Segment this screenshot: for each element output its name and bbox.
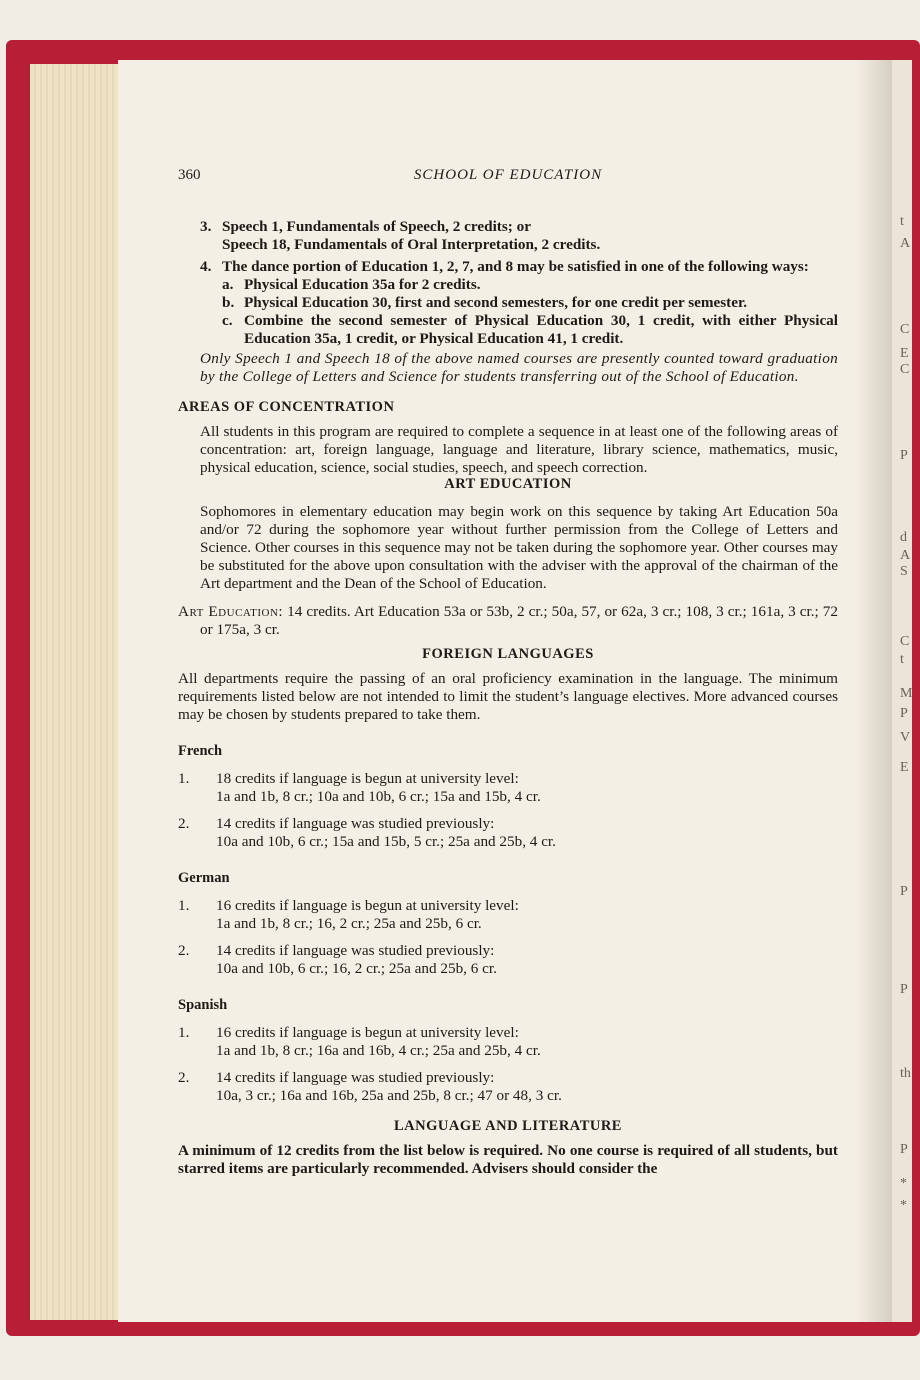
item-line: 1a and 1b, 8 cr.; 16a and 16b, 4 cr.; 25a and 25b, 4 cr. (216, 1042, 541, 1059)
margin-glyph: E (900, 346, 909, 361)
item-text (216, 1024, 541, 1060)
margin-glyph: P (900, 1142, 908, 1157)
running-head: SCHOOL OF EDUCATION (413, 167, 603, 183)
art-req-label: Art Education: (178, 603, 284, 620)
margin-glyph: P (900, 884, 908, 899)
item-number: 1. (178, 1024, 190, 1041)
page-number: 360 (178, 167, 201, 183)
language-name-french: French (178, 743, 223, 759)
sub-text: Combine the second semester of Physical Education 30, 1 credit, with either Physical Education 35a, 1 credit, or Physical Education 41, 1 credit. (244, 312, 838, 347)
list-item (200, 218, 838, 254)
list-item (178, 1024, 838, 1060)
art-req-text: 14 credits. Art Education 53a or 53b, 2 cr.; 50a, 57, or 62a, 3 cr.; 108, 3 cr.; 161a, 3 cr.; 72 or 175a, 3 cr. (200, 603, 838, 638)
section-heading-language-literature: LANGUAGE AND LITERATURE (394, 1118, 622, 1134)
margin-glyph: P (900, 448, 908, 463)
areas-paragraph: All students in this program are required to complete a sequence in at least one of the following areas of concentration: art, foreign language, language and literature, library science, mathematics, music, physical education, science, social studies, speech, and speech correction. (200, 423, 838, 476)
language-literature-paragraph: A minimum of 12 credits from the list below is required. No one course is required of all students, but starred items are particularly recommended. Advisers should consider the (178, 1142, 838, 1177)
sub-letter: a. (222, 276, 234, 293)
item-text: The dance portion of Education 1, 2, 7, and 8 may be satisfied in one of the following ways: (222, 258, 809, 275)
art-paragraph: Sophomores in elementary education may begin work on this sequence by taking Art Education 50a and/or 72 during the sophomore year without further permission from the College of Letters and Science. Other courses in this sequence may not be taken during the sophomore year. Other courses may be substituted for the above upon consultation with the adviser with the approval of the chairman of the Art department and the Dean of the School of Education. (200, 503, 838, 592)
sub-item (222, 312, 838, 348)
margin-glyph: C (900, 634, 910, 649)
foreign-paragraph: All departments require the passing of an oral proficiency examination in the language. The minimum requirements listed below are not intended to limit the student’s language electives. More advanced courses may be chosen by students prepared to take them. (178, 670, 838, 723)
section-heading-areas: AREAS OF CONCENTRATION (178, 399, 395, 415)
margin-glyph: C (900, 322, 910, 337)
item-text (216, 1069, 562, 1105)
sub-list (200, 276, 838, 348)
section-heading-foreign: FOREIGN LANGUAGES (422, 646, 594, 662)
sub-item (222, 276, 838, 294)
list-item (178, 815, 838, 851)
item-number: 4. (200, 258, 212, 275)
margin-glyph: * (900, 1176, 907, 1191)
page-edges (30, 64, 122, 1320)
item-line: 14 credits if language was studied previously: (216, 815, 495, 832)
item-line: 14 credits if language was studied previously: (216, 942, 495, 959)
item-line: Speech 18, Fundamentals of Oral Interpretation, 2 credits. (222, 236, 601, 253)
item-line: 10a and 10b, 6 cr.; 15a and 15b, 5 cr.; 25a and 25b, 4 cr. (216, 833, 556, 850)
list-item (178, 770, 838, 806)
item-line: Speech 1, Fundamentals of Speech, 2 credits; or (222, 218, 531, 235)
sub-text: Physical Education 30, first and second semesters, for one credit per semester. (244, 294, 748, 311)
list-item (200, 258, 838, 276)
item-line: 1a and 1b, 8 cr.; 16, 2 cr.; 25a and 25b, 6 cr. (216, 915, 482, 932)
margin-glyph: E (900, 760, 909, 775)
sub-letter: c. (222, 312, 233, 329)
margin-glyph: C (900, 362, 910, 377)
sub-letter: b. (222, 294, 235, 311)
margin-glyph: th (900, 1066, 911, 1081)
margin-glyph: P (900, 982, 908, 997)
margin-glyph: d (900, 530, 907, 545)
margin-glyph: t (900, 652, 904, 667)
item-text (216, 897, 519, 933)
section-heading-art: ART EDUCATION (444, 476, 572, 492)
art-requirements (178, 603, 838, 639)
spanish-list (178, 1024, 838, 1105)
page-content (178, 166, 838, 1178)
item-line: 14 credits if language was studied previously: (216, 1069, 495, 1086)
page-gutter (856, 60, 892, 1322)
item-line: 10a, 3 cr.; 16a and 16b, 25a and 25b, 8 cr.; 47 or 48, 3 cr. (216, 1087, 562, 1104)
item-line: 16 credits if language is begun at university level: (216, 897, 519, 914)
margin-glyph: P (900, 706, 908, 721)
margin-glyph: M (900, 686, 913, 701)
item-line: 18 credits if language is begun at university level: (216, 770, 519, 787)
item-text (216, 815, 556, 851)
page-header (178, 166, 838, 188)
note-paragraph: Only Speech 1 and Speech 18 of the above named courses are presently counted toward graduation by the College of Letters and Science for students transferring out of the School of Education. (200, 350, 838, 385)
list-item (178, 897, 838, 933)
german-list (178, 897, 838, 978)
margin-glyph: S (900, 564, 908, 579)
item-text (216, 770, 541, 806)
margin-glyph: t (900, 214, 904, 229)
item-number: 2. (178, 1069, 190, 1086)
margin-glyph: V (900, 730, 911, 745)
margin-glyph: A (900, 548, 911, 563)
item-number: 3. (200, 218, 212, 235)
margin-glyph: A (900, 236, 911, 251)
sub-text: Physical Education 35a for 2 credits. (244, 276, 481, 293)
margin-glyph: * (900, 1198, 907, 1213)
item-line: 10a and 10b, 6 cr.; 16, 2 cr.; 25a and 25b, 6 cr. (216, 960, 497, 977)
item-number: 1. (178, 897, 190, 914)
item-number: 1. (178, 770, 190, 787)
item-text (222, 218, 600, 254)
sub-item (222, 294, 838, 312)
item-number: 2. (178, 815, 190, 832)
french-list (178, 770, 838, 851)
list-item (178, 942, 838, 978)
item-number: 2. (178, 942, 190, 959)
language-name-spanish: Spanish (178, 997, 228, 1013)
item-text (216, 942, 497, 978)
language-name-german: German (178, 870, 230, 886)
item-line: 1a and 1b, 8 cr.; 10a and 10b, 6 cr.; 15a and 15b, 4 cr. (216, 788, 541, 805)
item-line: 16 credits if language is begun at university level: (216, 1024, 519, 1041)
list-item (178, 1069, 838, 1105)
